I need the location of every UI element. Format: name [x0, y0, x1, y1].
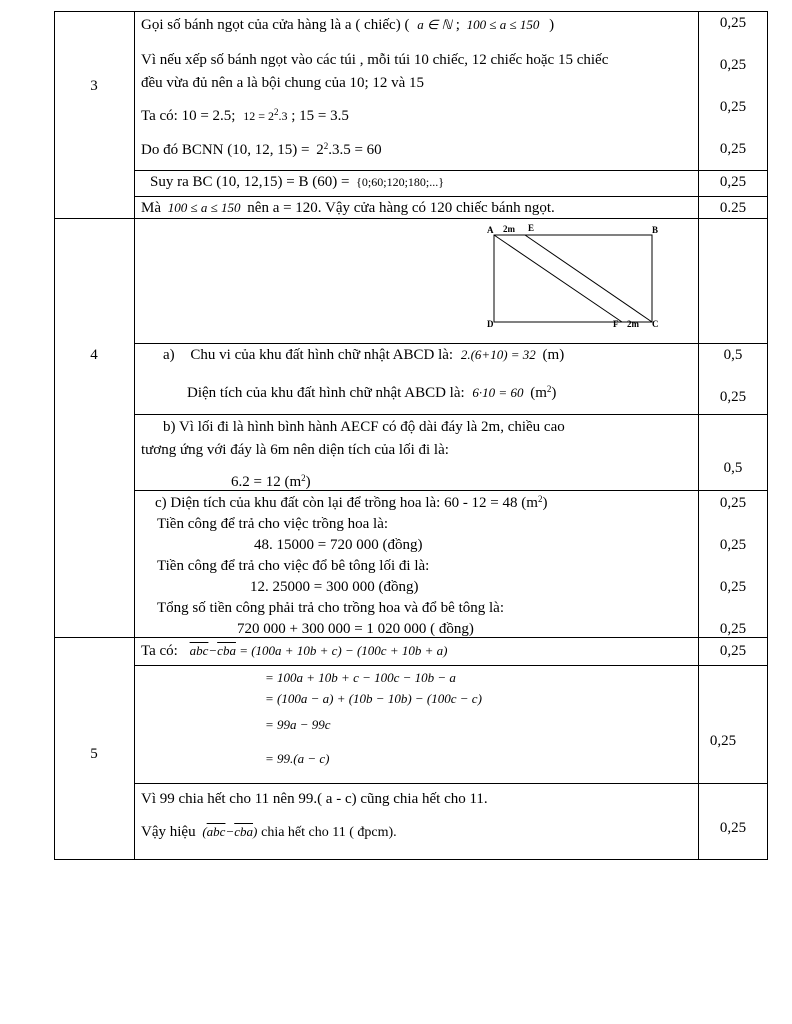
score: 0,5: [723, 347, 743, 363]
score: 0,25: [709, 733, 737, 749]
row-divider: [134, 490, 768, 491]
q4b-line2: tương ứng với đáy là 6m nên diện tích của lối đi là:: [141, 442, 449, 458]
score: 0.25: [719, 200, 747, 216]
q5-step2: = (100a − a) + (10b − 10b) − (100c − c): [265, 691, 482, 706]
q3-row3-mid: $12 = 2^2.3$: [243, 107, 288, 123]
rectangle-abcd: [494, 235, 652, 322]
q3-row1-cond-b: 100 ≤ a ≤ 150: [466, 17, 540, 32]
q3-row3-tail: ; 15 = 3.5: [291, 108, 349, 124]
q3-row1-cond-a: a ∈ ℕ: [417, 17, 452, 32]
label-a: A: [487, 225, 494, 235]
q3-row2-line2: đều vừa đủ nên a là bội chung của 10; 12 và 15: [141, 75, 425, 91]
q5-step4: = 99.(a − c): [265, 751, 330, 766]
q3-row1: [141, 16, 554, 34]
label-f: F: [613, 319, 619, 329]
q4a-line1: [163, 346, 564, 364]
q5-row3-line1: Vì 99 chia hết cho 11 nên 99.( a - c) cũng chia hết cho 11.: [141, 791, 488, 807]
score: 0,25: [719, 495, 747, 511]
q5-row3-lead: Vậy hiệu: [141, 824, 196, 840]
q4a-line1-unit: (m): [542, 347, 565, 363]
q4a-label: a): [163, 347, 175, 363]
table-border-top: [54, 11, 768, 12]
q5-row1: [141, 642, 447, 660]
table-border-bottom: [54, 859, 768, 860]
row-divider: [134, 783, 768, 784]
q3-row4-lead: Do đó BCNN (10, 12, 15) =: [141, 142, 310, 158]
score: 0,25: [719, 99, 747, 115]
q3-row5-set: {0;60;120;180;...}: [356, 175, 445, 189]
q4c-line7: 720 000 + 300 000 = 1 020 000 ( đồng): [237, 621, 474, 637]
q5-row3-tail: chia hết cho 11 ( đpcm).: [261, 825, 397, 840]
q4c-line1: c) Diện tích của khu đất còn lại để trồng hoa là: 60 - 12 = 48 $(m^2)$: [155, 494, 548, 511]
q5-step3: = 99a − 99c: [265, 717, 331, 732]
score: 0,25: [719, 141, 747, 157]
segment-a-f: [494, 235, 622, 322]
q4c-line6: Tổng số tiền công phải trả cho trồng hoa và đổ bê tông là:: [157, 600, 504, 616]
label-b: B: [652, 225, 659, 235]
score: 0,25: [719, 621, 747, 637]
question-number: 5: [90, 746, 98, 762]
q3-row2-line1: Vì nếu xếp số bánh ngọt vào các túi , mỗi túi 10 chiếc, 12 chiếc hoặc 15 chiếc: [141, 52, 609, 68]
score: 0,25: [719, 643, 747, 659]
label-d: D: [487, 319, 494, 329]
question-number: 3: [90, 78, 98, 94]
q4a-line1-text: Chu vi của khu đất hình chữ nhật ABCD là:: [190, 347, 454, 363]
q5-row3-line2: [141, 823, 397, 842]
label-top-length: 2m: [503, 224, 515, 234]
rectangle-abcd-figure: [480, 220, 680, 332]
q3-row5: [150, 173, 444, 191]
score: 0,25: [719, 15, 747, 31]
q5-row1-lead: Ta có:: [141, 643, 178, 659]
q4a-line2-text: Diện tích của khu đất hình chữ nhật ABCD là:: [187, 385, 465, 401]
q4a-line2: [187, 384, 556, 402]
score: 0,25: [719, 174, 747, 190]
score: 0,25: [719, 389, 747, 405]
q4c-line5: 12. 25000 = 300 000 (đồng): [250, 579, 419, 595]
q3-row6-cond: 100 ≤ a ≤ 150: [167, 200, 241, 215]
score: 0,25: [719, 579, 747, 595]
q4c-line2: Tiền công để trả cho việc trồng hoa là:: [157, 516, 389, 532]
q3-row6-lead: Mà: [141, 200, 161, 216]
score: 0,25: [719, 820, 747, 836]
row-divider: [134, 170, 768, 171]
question-number: 4: [90, 347, 98, 363]
q5-row3-math: $(\overline{abc}-\overline{cba})$: [202, 824, 258, 839]
score: 0,25: [719, 57, 747, 73]
row-divider: [134, 196, 768, 197]
table-border-left: [54, 11, 55, 859]
q4c-line3: 48. 15000 = 720 000 (đồng): [254, 537, 423, 553]
q4a-line2-math: 6·10 = 60: [472, 385, 524, 400]
q3-row4: [141, 141, 382, 159]
q4a-line1-math: 2.(6+10) = 32: [460, 347, 536, 362]
label-e: E: [528, 223, 535, 233]
q3-row6-tail: nên a = 120. Vậy cửa hàng có 120 chiếc bánh ngọt.: [247, 200, 555, 216]
q5-row1-math: $\overline{abc}-\overline{cba} = (100a + 10b + c) - (100c + 10b + a)$: [189, 643, 448, 658]
label-bottom-length: 2m: [627, 319, 639, 329]
q3-row4-power: $2^2$: [316, 141, 329, 158]
q4b-line3: 6.2 = 12 $(m^2)$: [231, 473, 311, 490]
table-border-right: [767, 11, 768, 859]
label-c: C: [652, 319, 659, 329]
row-divider: [134, 343, 768, 344]
q5-step1: = 100a + 10b + c − 100c − 10b − a: [265, 670, 456, 685]
q3-row5-lead: Suy ra BC (10, 12,15) = B (60) =: [150, 174, 350, 190]
q3-row4-tail: .3.5 = 60: [328, 142, 382, 158]
q3-row6: [141, 199, 555, 217]
q4a-line2-unit: $(m^2)$: [530, 384, 557, 401]
score: 0,5: [723, 460, 743, 476]
row-divider: [134, 414, 768, 415]
question-divider: [54, 218, 768, 219]
q4b-line1: b) Vì lối đi là hình bình hành AECF có độ dài đáy là 2m, chiều cao: [163, 419, 565, 435]
q3-row1-text: Gọi số bánh ngọt của cửa hàng là a ( chiếc) (: [141, 17, 410, 33]
q3-row1-close: ): [549, 17, 555, 33]
segment-e-c: [525, 235, 652, 322]
q4c-line4: Tiền công để trả cho việc đổ bê tông lối đi là:: [157, 558, 430, 574]
row-divider: [134, 665, 768, 666]
q3-row1-sep: ;: [455, 17, 460, 33]
q3-row3-lead: Ta có: 10 = 2.5;: [141, 108, 236, 124]
table-border-col1: [134, 11, 135, 859]
q3-row3: [141, 107, 349, 125]
score: 0,25: [719, 537, 747, 553]
